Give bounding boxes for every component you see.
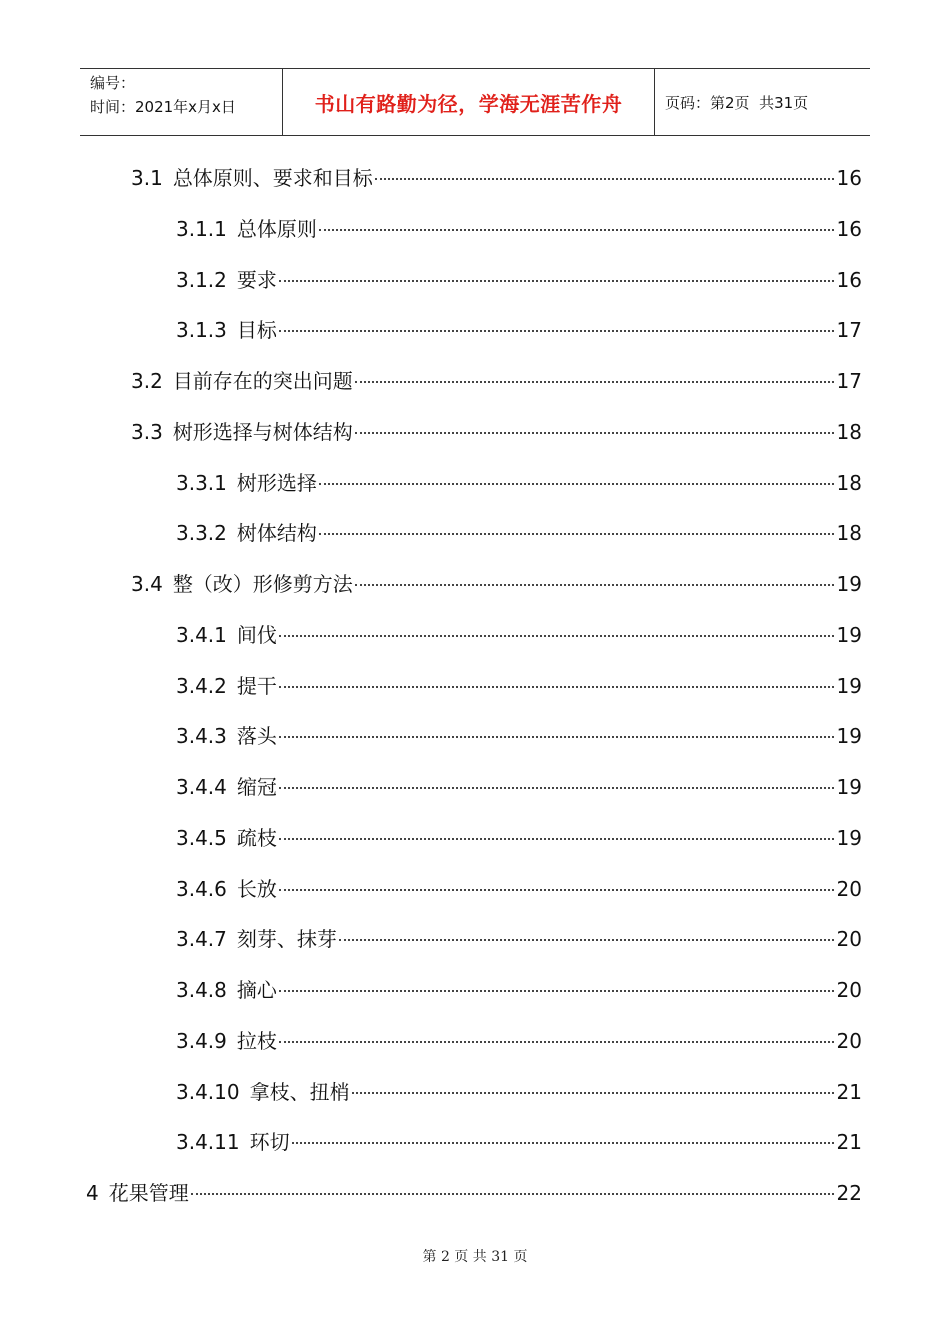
toc-entry-number: 3.1.1 <box>176 216 227 241</box>
toc-entry[interactable] <box>176 722 862 750</box>
toc-dot-leader <box>191 1193 834 1195</box>
toc-dot-leader <box>279 1041 834 1043</box>
toc-entry[interactable] <box>86 1179 862 1207</box>
toc-entry-title: 疏枝 <box>236 825 277 850</box>
toc-entry-title: 刻芽、抹芽 <box>236 927 337 952</box>
toc-entry-title: 树形选择 <box>236 470 317 495</box>
toc-entry-page: 16 <box>836 166 862 190</box>
toc-entry[interactable] <box>131 367 862 395</box>
header-motto: 书山有路勤为径，学海无涯苦作舟 <box>314 91 623 116</box>
toc-entry-title: 花果管理 <box>108 1181 189 1205</box>
toc-entry-title: 落头 <box>236 724 277 749</box>
toc-entry-title: 长放 <box>236 876 277 901</box>
toc-entry-title: 环切 <box>249 1130 290 1155</box>
toc-entry-number: 3.4.9 <box>176 1028 227 1053</box>
toc-entry[interactable] <box>176 1128 862 1156</box>
toc-dot-leader <box>279 280 834 282</box>
toc-dot-leader <box>279 635 834 637</box>
toc-entry-number: 4 <box>86 1181 99 1205</box>
toc-entry[interactable] <box>176 215 862 243</box>
toc-entry-title: 缩冠 <box>236 775 277 799</box>
toc-entry-number: 3.3.1 <box>176 470 227 495</box>
toc-entry[interactable] <box>176 824 862 852</box>
toc-dot-leader <box>355 584 834 586</box>
document-date: 时间：2021年x月x日 <box>90 98 236 116</box>
toc-entry-page: 19 <box>836 673 862 698</box>
toc-entry-number: 3.4.1 <box>176 622 227 647</box>
toc-entry-title: 要求 <box>236 267 277 292</box>
toc-dot-leader <box>279 686 834 688</box>
toc-entry-number: 3.4.3 <box>176 724 227 749</box>
toc-entry-page: 21 <box>836 1130 862 1155</box>
toc-entry-page: 20 <box>836 876 862 901</box>
header-left-cell <box>80 69 282 135</box>
toc-dot-leader <box>279 990 834 992</box>
toc-entry-number: 3.1.2 <box>176 267 227 292</box>
toc-entry-page: 17 <box>836 369 862 393</box>
toc-dot-leader <box>319 533 834 535</box>
toc-entry-title: 间伐 <box>236 622 277 647</box>
toc-entry[interactable] <box>176 1078 862 1106</box>
toc-dot-leader <box>339 939 834 941</box>
page-footer: 第 2 页 共 31 页 <box>422 1249 528 1265</box>
toc-entry-title: 拉枝 <box>236 1028 277 1053</box>
toc-entry-page: 18 <box>836 470 862 495</box>
toc-dot-leader <box>279 736 834 738</box>
toc-dot-leader <box>279 330 834 332</box>
header-page-cell <box>655 69 870 135</box>
toc-entry-number: 3.2 <box>131 369 163 393</box>
toc-dot-leader <box>352 1092 834 1094</box>
toc-entry[interactable] <box>176 316 862 344</box>
toc-entry-number: 3.4.10 <box>176 1079 240 1104</box>
toc-entry-page: 21 <box>836 1079 862 1104</box>
toc-entry-title: 摘心 <box>236 978 277 1002</box>
toc-entry-number: 3.4.6 <box>176 876 227 901</box>
toc-entry-page: 19 <box>836 724 862 749</box>
toc-dot-leader <box>279 787 834 789</box>
toc-entry-page: 16 <box>836 267 862 292</box>
toc-entry-title: 总体原则 <box>236 216 317 241</box>
toc-entry-title: 树形选择与树体结构 <box>172 419 353 444</box>
toc-entry-number: 3.1 <box>131 166 163 190</box>
toc-entry[interactable] <box>176 621 862 649</box>
toc-entry-title: 提干 <box>236 673 277 698</box>
toc-entry[interactable] <box>176 1027 862 1055</box>
toc-entry-page: 18 <box>836 419 862 444</box>
toc-dot-leader <box>279 838 834 840</box>
toc-entry-page: 20 <box>836 1028 862 1053</box>
toc-dot-leader <box>292 1142 834 1144</box>
toc-entry-number: 3.4.11 <box>176 1130 240 1155</box>
toc-entry-page: 19 <box>836 775 862 799</box>
toc-dot-leader <box>279 889 834 891</box>
toc-entry-title: 目前存在的突出问题 <box>172 369 353 393</box>
toc-entry-number: 3.3.2 <box>176 521 227 546</box>
toc-dot-leader <box>319 483 834 485</box>
toc-entry-title: 总体原则、要求和目标 <box>172 166 373 190</box>
toc-entry[interactable] <box>131 418 862 446</box>
toc-dot-leader <box>319 229 834 231</box>
toc-entry[interactable] <box>176 469 862 497</box>
toc-entry-number: 3.4.7 <box>176 927 227 952</box>
toc-entry[interactable] <box>176 519 862 547</box>
toc-entry[interactable] <box>176 773 862 801</box>
toc-entry[interactable] <box>131 164 862 192</box>
toc-entry-title: 整（改）形修剪方法 <box>172 572 353 596</box>
toc-entry-page: 22 <box>836 1181 862 1205</box>
toc-entry-number: 3.3 <box>131 419 163 444</box>
toc-entry[interactable] <box>176 925 862 953</box>
toc-entry[interactable] <box>176 266 862 294</box>
toc-entry-page: 17 <box>836 318 862 343</box>
header-motto-cell <box>282 69 655 135</box>
toc-entry-number: 3.4.2 <box>176 673 227 698</box>
document-number-label: 编号： <box>90 74 136 92</box>
toc-dot-leader <box>355 432 834 434</box>
toc-entry-page: 19 <box>836 622 862 647</box>
toc-entry[interactable] <box>176 875 862 903</box>
toc-entry[interactable] <box>176 976 862 1004</box>
toc-entry-title: 树体结构 <box>236 521 317 546</box>
page-header <box>80 68 870 136</box>
toc-entry-page: 16 <box>836 216 862 241</box>
toc-entry-page: 20 <box>836 927 862 952</box>
toc-entry-title: 拿枝、扭梢 <box>249 1079 350 1104</box>
toc-entry-title: 目标 <box>236 318 277 343</box>
header-page-info: 页码：第2页 共31页 <box>665 93 809 112</box>
toc-entry[interactable] <box>176 672 862 700</box>
toc-entry-number: 3.1.3 <box>176 318 227 343</box>
toc-dot-leader <box>355 381 834 383</box>
toc-entry-page: 19 <box>836 572 862 596</box>
toc-entry-page: 19 <box>836 825 862 850</box>
toc-entry[interactable] <box>131 570 862 598</box>
toc-entry-number: 3.4 <box>131 572 163 596</box>
toc-entry-number: 3.4.5 <box>176 825 227 850</box>
toc-dot-leader <box>375 178 834 180</box>
toc-entry-page: 18 <box>836 521 862 546</box>
toc-entry-page: 20 <box>836 978 862 1002</box>
toc-entry-number: 3.4.4 <box>176 775 227 799</box>
toc-entry-number: 3.4.8 <box>176 978 227 1002</box>
